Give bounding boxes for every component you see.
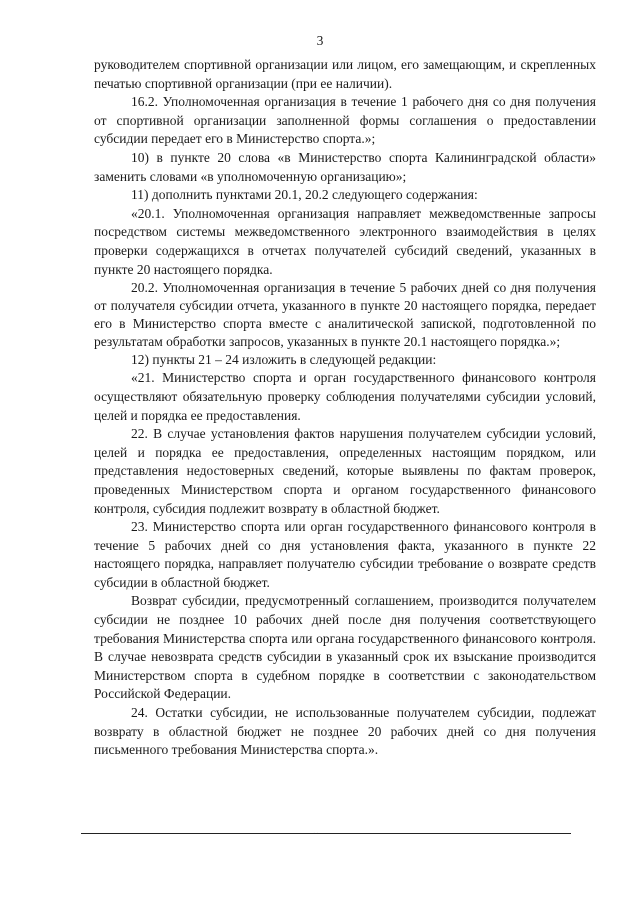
paragraph-20-2: 20.2. Уполномоченная организация в течение 5 рабочих дней со дня получения от получателя субсидии отчета, указанного в пункте 20 настоящего порядка, передает его в Министерство спорта вместе с аналитической запиской, подготовленной по результатам обработки запросов, указанных в пункте 20.1 настоящего порядка.»; [94,280,596,349]
paragraph-22: 22. В случае установления фактов нарушения получателем субсидии условий, целей и порядка ее предоставления, определенных настоящим порядком, или представления недостоверных сведений, которые выявлены по фактам проверок, проведенных Министерством спорта и органом государственного финансового контроля, субсидия подлежит возврату в областной бюджет. [94,426,596,516]
paragraph-24: 24. Остатки субсидии, не использованные получателем субсидии, подлежат возврату в областной бюджет не позднее 20 рабочих дней со дня получения письменного требования Министерства спорта.». [94,705,596,758]
paragraph-23: 23. Министерство спорта или орган государственного финансового контроля в течение 5 рабочих дней со дня установления факта, указанного в пункте 22 настоящего порядка, направляет получателю субсидии требование о возврате средств субсидии в областной бюджет. [94,519,596,590]
paragraph-20-1: «20.1. Уполномоченная организация направляет межведомственные запросы посредством системы межведомственного электронного взаимодействия в целях проверки содержащихся в отчетах получателей субсидий сведений, указанных в пункте 20 настоящего порядка. [94,205,596,277]
paragraph-continuation: руководителем спортивной организации или лицом, его замещающим, и скрепленных печатью спортивной организации (при ее наличии). [94,57,596,91]
paragraph-21: «21. Министерство спорта и орган государственного финансового контроля осуществляют обязательную проверку соблюдения получателями субсидии условий, целей и порядка ее предоставления. [94,370,596,423]
document-body [94,56,596,760]
paragraph-16-2: 16.2. Уполномоченная организация в течение 1 рабочего дня со дня получения от спортивной организации заполненной формы соглашения о предоставлении субсидии передает его в Министерство спорта.»; [94,94,596,147]
footer-rule [81,833,571,834]
paragraph-item-12: 12) пункты 21 – 24 изложить в следующей редакции: [131,351,437,367]
footer-mark: .. [313,826,320,836]
paragraph-item-11: 11) дополнить пунктами 20.1, 20.2 следующего содержания: [131,187,478,203]
page-number: 3 [316,33,324,48]
paragraph-return-subsidy: Возврат субсидии, предусмотренный соглашением, производится получателем субсидии не позднее 10 рабочих дней после дня получения соответствующего требования Министерства спорта или органа государственного финансового контроля. В случае невозврата средств субсидии в указанный срок их взыскание производится Министерством спорта в судебном порядке в соответствии с законодательством Российской Федерации. [94,593,596,702]
paragraph-item-10: 10) в пункте 20 слова «в Министерство спорта Калининградской области» заменить словами «в уполномоченную организацию»; [94,149,596,184]
